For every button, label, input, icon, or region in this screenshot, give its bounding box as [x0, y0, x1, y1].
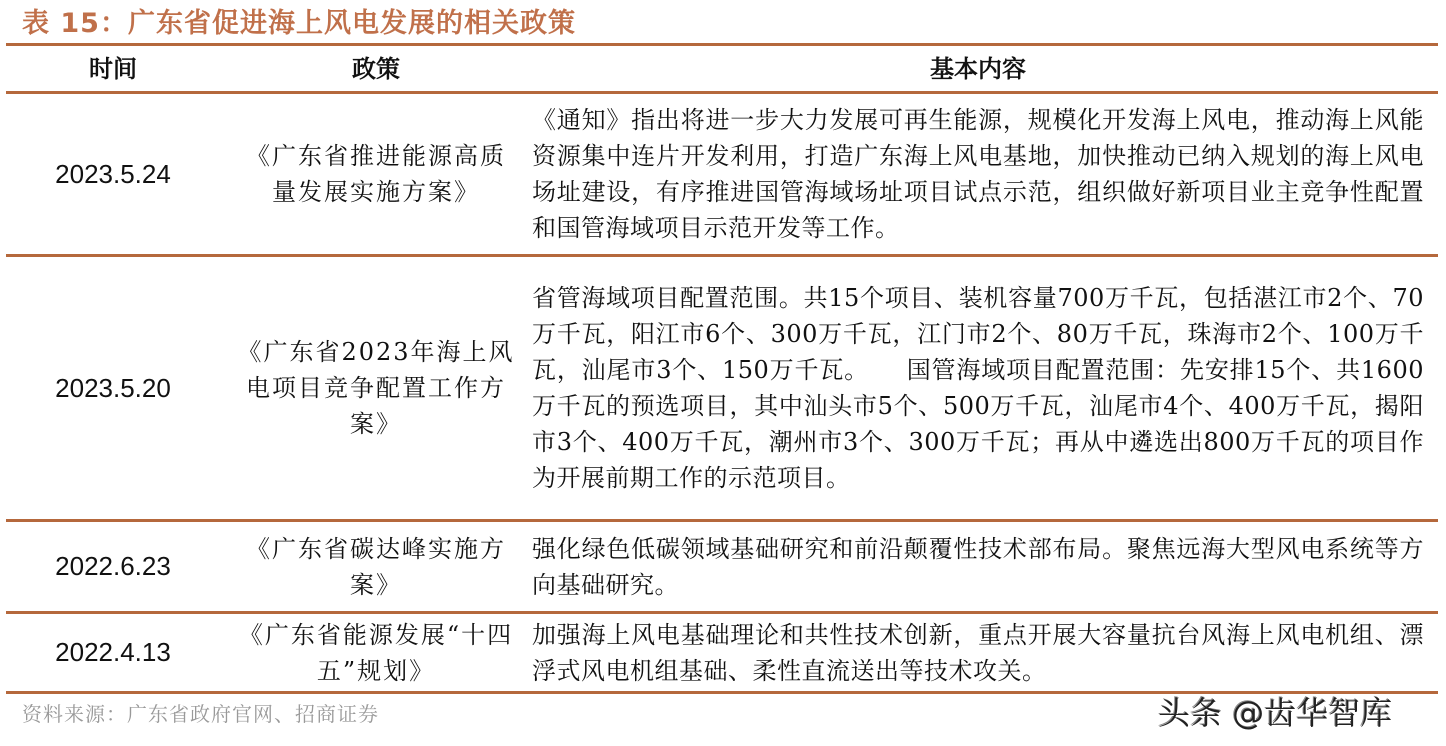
policy-text: 《广东省推进能源高质量发展实施方案》 [246, 142, 506, 206]
policy-text: 《广东省碳达峰实施方案》 [246, 534, 506, 599]
row-policy [234, 257, 518, 519]
row-content [532, 257, 1424, 519]
row-date: 2023.5.24 [55, 158, 171, 189]
content-text: 加强海上风电基础理论和共性技术创新，重点开展大容量抗台风海上风电机组、漂浮式风电机组基础、柔性直流送出等技术攻关。 [532, 620, 1424, 685]
policy-text: 《广东省2023年海上风电项目竞争配置工作方案》 [237, 338, 515, 438]
content-text: 《通知》指出将进一步大力发展可再生能源，规模化开发海上风电，推动海上风能资源集中连片开发利用，打造广东海上风电基地，加快推动已纳入规划的海上风电场址建设，有序推进国管海域场址项目试点示范，组织做好新项目业主竞争性配置和国管海域项目示范开发等工作。 [532, 106, 1424, 242]
row-policy [234, 614, 518, 691]
table-row [6, 614, 1438, 691]
header-content: 基本内容 [930, 55, 1026, 83]
row-policy [234, 94, 518, 254]
header-policy: 政策 [352, 55, 400, 83]
table-row [6, 257, 1438, 519]
watermark: 头条 @齿华智库 [1158, 694, 1393, 732]
row-date: 2022.4.13 [55, 637, 171, 667]
table-title: 表 15：广东省促进海上风电发展的相关政策 [22, 8, 576, 39]
row-date: 2022.6.23 [55, 551, 171, 581]
policy-text: 《广东省能源发展“十四五”规划》 [238, 620, 514, 685]
row-content [532, 522, 1424, 611]
row-content [532, 614, 1424, 691]
row-content [532, 94, 1424, 254]
source-note: 资料来源：广东省政府官网、招商证券 [22, 702, 379, 726]
row-policy [234, 522, 518, 611]
row-date: 2023.5.20 [55, 372, 171, 403]
content-text: 省管海域项目配置范围。共15个项目、装机容量700万千瓦，包括湛江市2个、70万千瓦，阳江市6个、300万千瓦，江门市2个、80万千瓦，珠海市2个、100万千瓦，汕尾市3个、150万千瓦。 国管海域项目配置范围：先安排15个、共1600万千瓦的预选项目，其中汕头市5个、500万千瓦，汕尾市4个、400万千瓦，揭阳市3个、400万千瓦，潮州市3个、300万千瓦；再从中遴选出800万千瓦的项目作为开展前期工作的示范项目。 [532, 284, 1424, 492]
header-time: 时间 [89, 55, 137, 83]
table-row [6, 522, 1438, 611]
table-row [6, 94, 1438, 254]
content-text: 强化绿色低碳领域基础研究和前沿颠覆性技术部布局。聚焦远海大型风电系统等方向基础研究。 [532, 534, 1424, 599]
